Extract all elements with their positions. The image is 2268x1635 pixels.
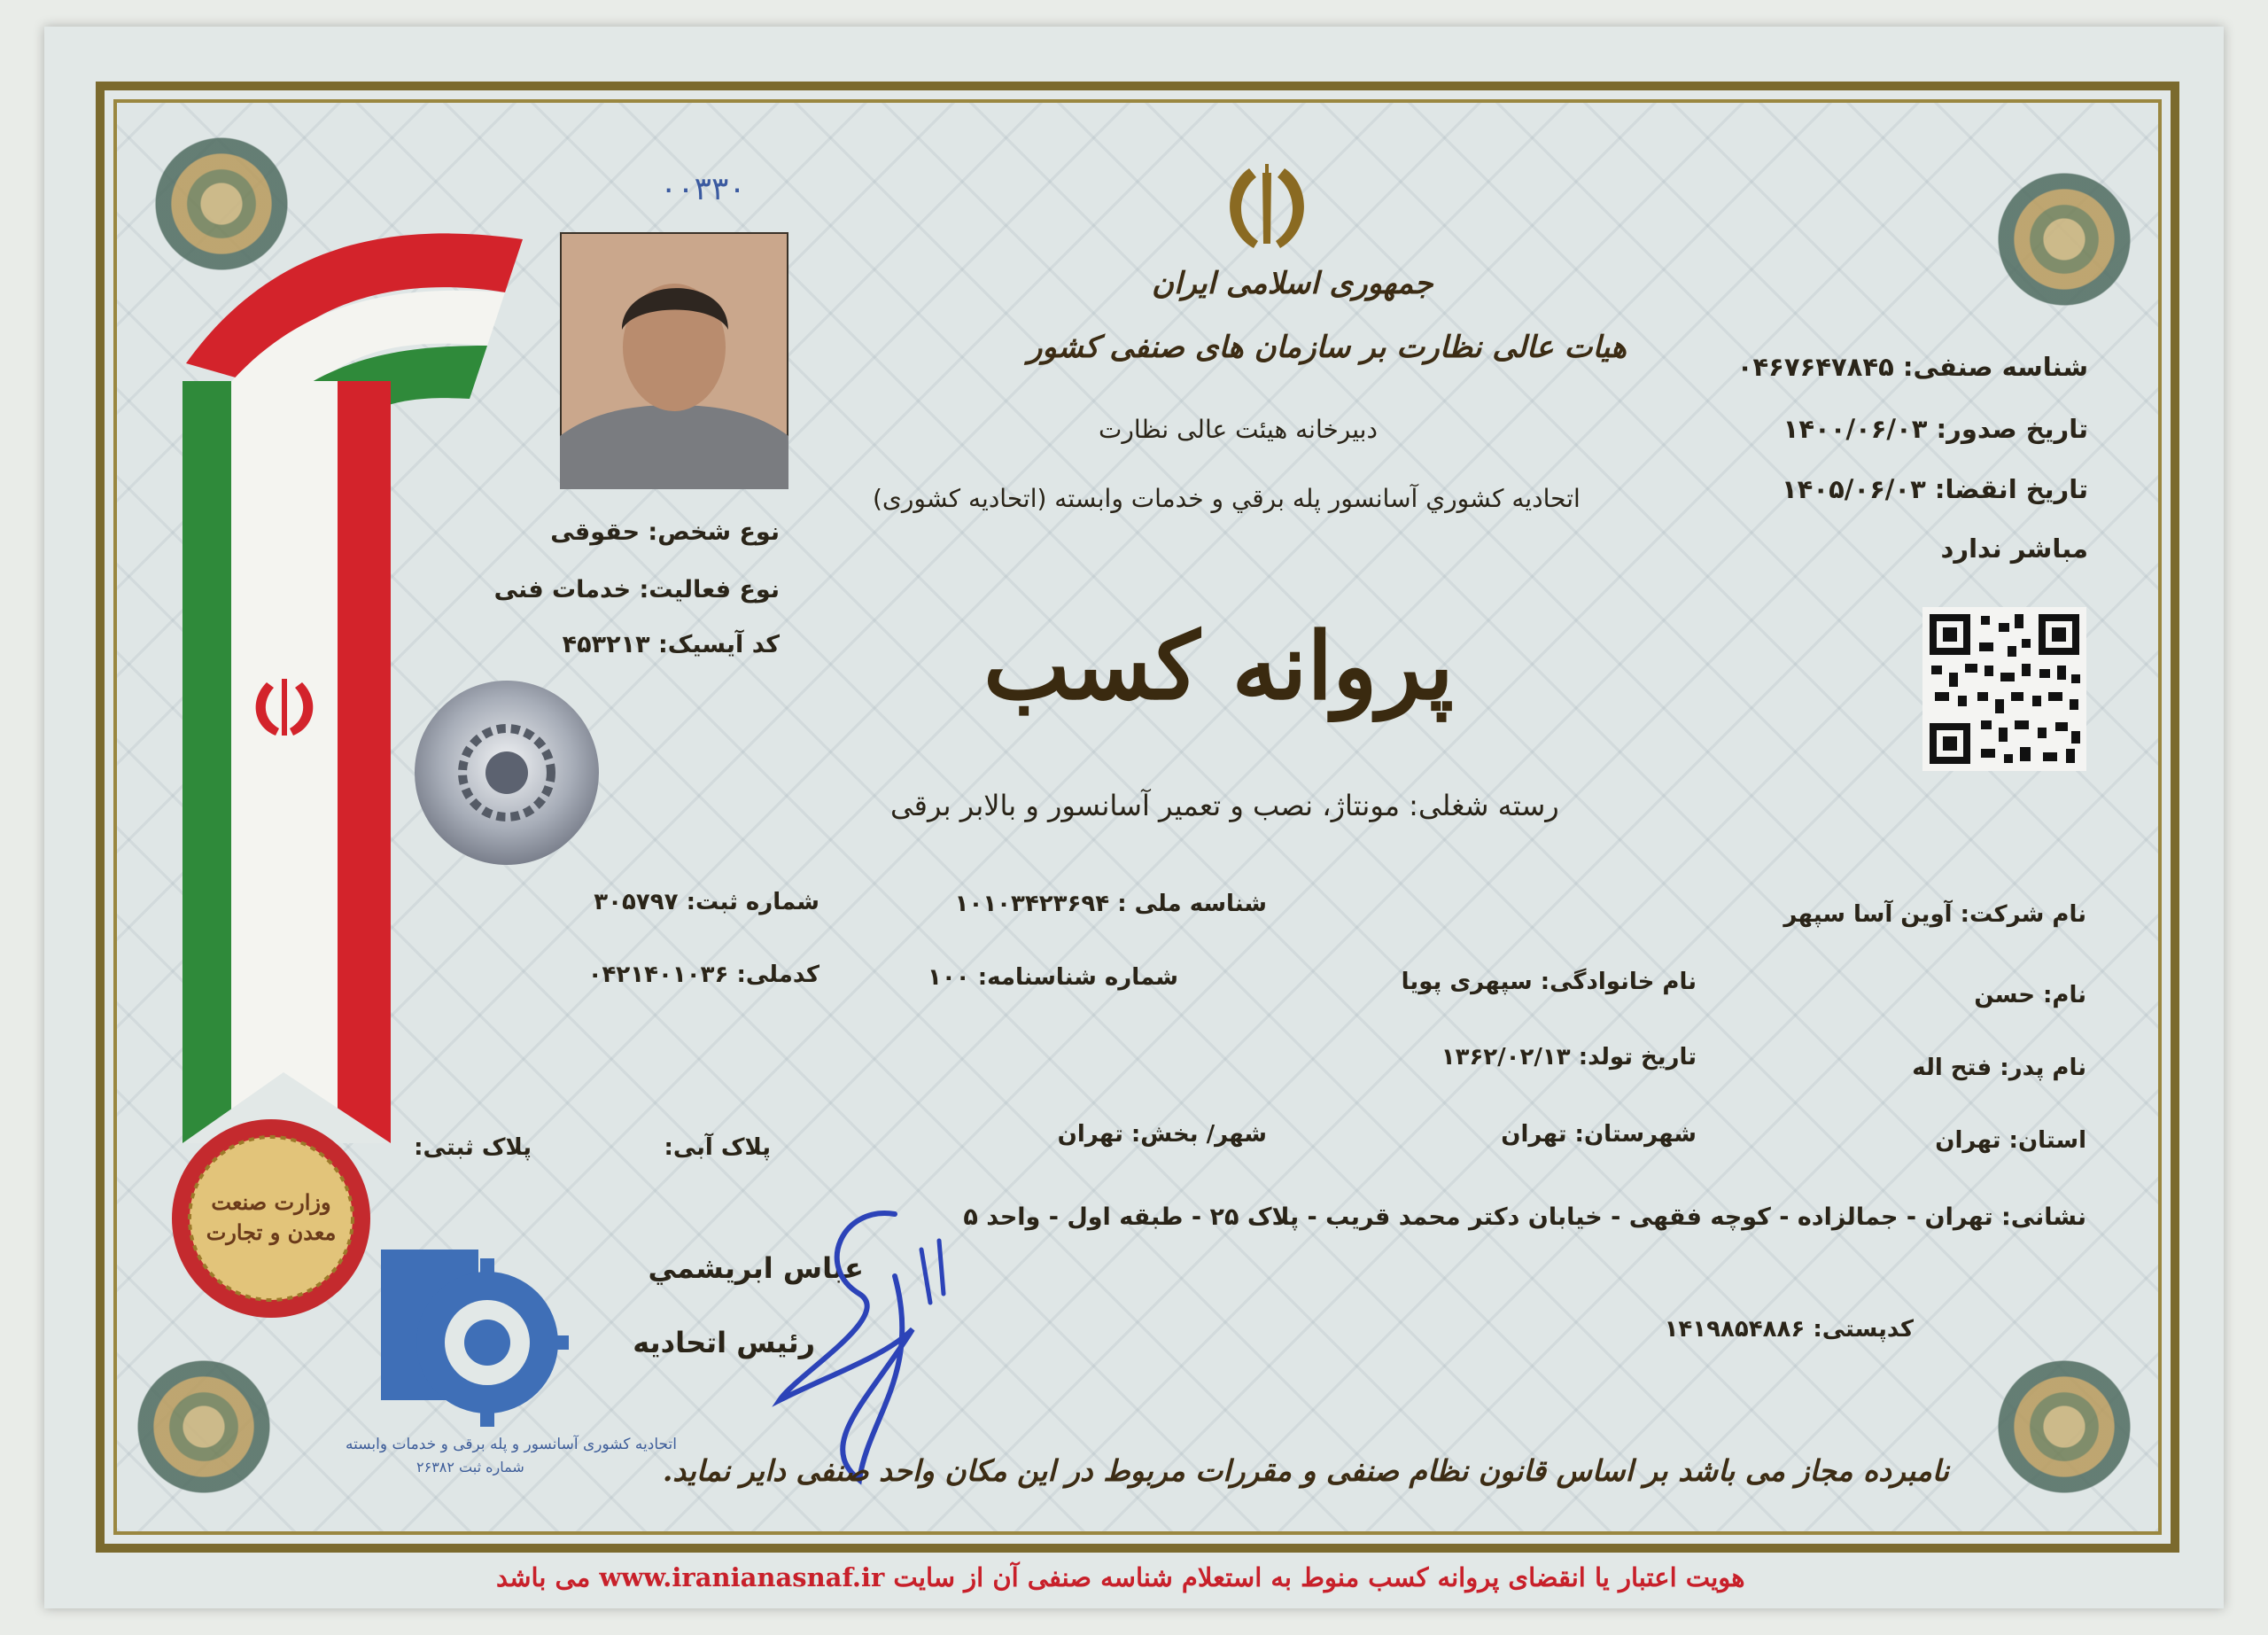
header-line1: جمهوری اسلامی ایران: [1152, 266, 1433, 301]
national-id: شناسه ملی : ۱۰۱۰۳۴۲۳۶۹۴: [954, 891, 1267, 917]
id-number: شماره شناسنامه: ۱۰۰: [928, 964, 1178, 991]
city-district: شهر/ بخش: تهران: [1057, 1121, 1267, 1148]
legal-note: نامبرده مجاز می باشد بر اساس قانون نظام صنفی و مقررات مربوط در این مکان واحد صنفی دایر نماید.: [662, 1453, 1949, 1488]
province: استان: تهران: [1935, 1127, 2086, 1154]
person-type: نوع شخص: حقوقی: [550, 518, 780, 546]
corner-ornament-top-right: [1984, 160, 2144, 319]
signatory-role: رئیس اتحادیه: [633, 1326, 815, 1359]
registered-plate: پلاک ثبتی:: [414, 1134, 532, 1161]
water-plate: پلاک آبی:: [664, 1134, 771, 1161]
job-category: رسته شغلی: مونتاژ، نصب و تعمیر آسانسور و بالابر برقی: [890, 789, 1559, 822]
signatory-name: عباس ابریشمي: [648, 1251, 864, 1285]
address: نشانی: تهران - جمالزاده - کوچه فقهی - خیابان دکتر محمد قریب - پلاک ۲۵ - طبقه اول - واحد ۵: [963, 1203, 2086, 1231]
activity-type: نوع فعالیت: خدمات فنی: [493, 576, 780, 603]
manager-status: مباشر ندارد: [1940, 533, 2088, 564]
corner-ornament-bottom-left: [124, 1347, 284, 1507]
ministry-seal-text: وزارت صنعت معدن و تجارت: [206, 1189, 337, 1245]
corner-ornament-bottom-right: [1984, 1347, 2144, 1507]
family-name: نام خانوادگی: سپهری پویا: [1401, 969, 1697, 995]
company-name: نام شرکت: آوین آسا سپهر: [1783, 901, 2086, 928]
father-name: نام پدر: فتح اله: [1912, 1055, 2086, 1081]
iran-emblem-icon: [1214, 160, 1320, 257]
first-name: نام: حسن: [1974, 982, 2086, 1008]
national-code: کدملی: ۰۴۲۱۴۰۱۰۳۶: [587, 962, 819, 988]
guild-id: شناسه صنفی: ۰۴۶۷۶۴۷۸۴۵: [1736, 352, 2088, 382]
registration-number: شماره ثبت: ۳۰۵۷۹۷: [594, 889, 819, 915]
header-line4: اتحادیه کشوري آسانسور پله برقي و خدمات وابسته (اتحادیه کشوری): [873, 484, 1581, 513]
birth-date: تاریخ تولد: ۱۳۶۲/۰۲/۱۳: [1441, 1044, 1697, 1071]
issue-date: تاریخ صدور: ۱۴۰۰/۰۶/۰۳: [1783, 414, 2088, 444]
certificate-title: پروانه کسب: [983, 611, 1454, 720]
validity-notice: هویت اعتبار یا انقضای پروانه کسب منوط به استعلام شناسه صنفی آن از سایت www.iranianasnaf.ir می باشد: [496, 1562, 1745, 1592]
hologram-sticker: [412, 678, 602, 868]
union-logo-reg-no: شماره ثبت ۲۶۳۸۲: [416, 1459, 524, 1475]
header-line3: دبیرخانه هیئت عالی نظارت: [1099, 415, 1378, 444]
union-logo-icon: [381, 1250, 576, 1427]
signature: [762, 1196, 992, 1489]
county: شهرستان: تهران: [1501, 1121, 1697, 1148]
isic-code: کد آیسیک: ۴۵۳۲۱۳: [562, 631, 780, 658]
expiry-date: تاریخ انقضا: ۱۴۰۵/۰۶/۰۳: [1781, 474, 2088, 504]
qr-code-icon: [1922, 607, 2086, 771]
postal-code: کدپستی: ۱۴۱۹۸۵۴۸۸۶: [1664, 1316, 1914, 1343]
serial-number: ۰۰۳۳۰: [660, 171, 746, 207]
holder-photo: [560, 232, 788, 489]
union-logo-text: اتحادیه کشوری آسانسور و پله برقی و خدمات وابسته: [346, 1436, 677, 1453]
header-line2: هیات عالی نظارت بر سازمان های صنفی کشور: [1028, 330, 1627, 365]
